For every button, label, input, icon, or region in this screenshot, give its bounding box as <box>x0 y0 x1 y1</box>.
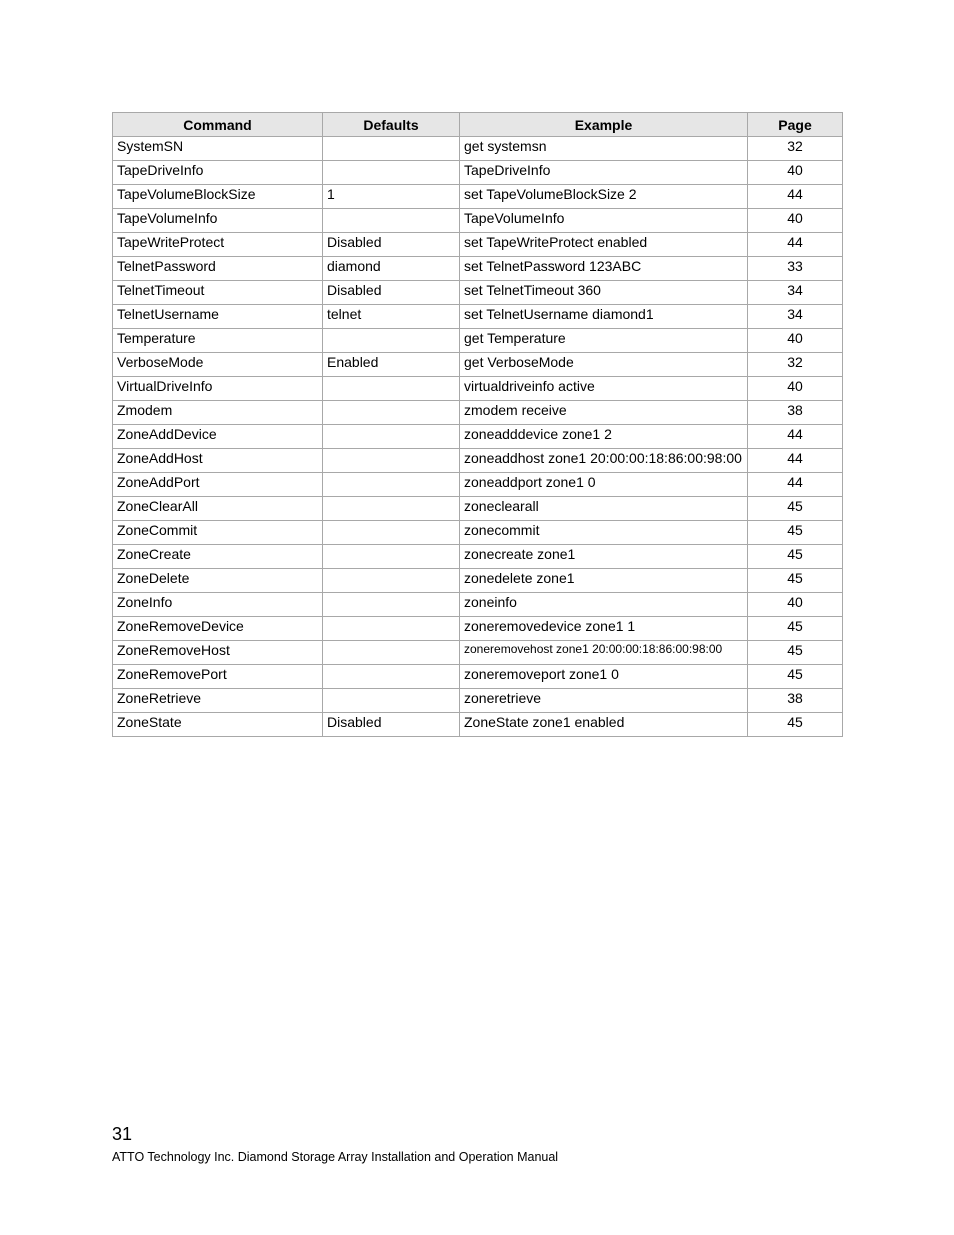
table-row <box>113 569 843 593</box>
table-row <box>113 161 843 185</box>
cell-defaults <box>323 377 460 401</box>
cell-defaults <box>323 137 460 161</box>
cell-command: VirtualDriveInfo <box>113 377 323 401</box>
table-row <box>113 545 843 569</box>
cell-command: ZoneRetrieve <box>113 689 323 713</box>
cell-example: zoneaddhost zone1 20:00:00:18:86:00:98:00 <box>460 449 748 473</box>
cell-command: TelnetTimeout <box>113 281 323 305</box>
cell-example: zonecommit <box>460 521 748 545</box>
cell-example: zmodem receive <box>460 401 748 425</box>
table-row <box>113 473 843 497</box>
table-row <box>113 521 843 545</box>
cell-example: get systemsn <box>460 137 748 161</box>
cell-example: zoneclearall <box>460 497 748 521</box>
cell-defaults <box>323 521 460 545</box>
cell-command: TapeVolumeBlockSize <box>113 185 323 209</box>
table-row <box>113 713 843 737</box>
cell-defaults <box>323 617 460 641</box>
table-row <box>113 353 843 377</box>
cell-example: TapeDriveInfo <box>460 161 748 185</box>
table-header-row <box>113 113 843 137</box>
header-page: Page <box>748 113 843 137</box>
command-table <box>112 112 843 737</box>
cell-page: 45 <box>748 617 843 641</box>
cell-command: TapeVolumeInfo <box>113 209 323 233</box>
cell-page: 33 <box>748 257 843 281</box>
cell-command: ZoneState <box>113 713 323 737</box>
table-row <box>113 641 843 665</box>
cell-command: ZoneAddDevice <box>113 425 323 449</box>
cell-command: ZoneRemovePort <box>113 665 323 689</box>
cell-page: 44 <box>748 449 843 473</box>
cell-command: ZoneInfo <box>113 593 323 617</box>
table-row <box>113 425 843 449</box>
cell-page: 45 <box>748 497 843 521</box>
cell-defaults <box>323 449 460 473</box>
table-row <box>113 305 843 329</box>
cell-command: ZoneAddPort <box>113 473 323 497</box>
table-row <box>113 233 843 257</box>
cell-defaults <box>323 497 460 521</box>
cell-page: 44 <box>748 473 843 497</box>
table-row <box>113 497 843 521</box>
cell-defaults <box>323 641 460 665</box>
cell-command: Zmodem <box>113 401 323 425</box>
cell-defaults <box>323 689 460 713</box>
table-row <box>113 401 843 425</box>
cell-page: 45 <box>748 665 843 689</box>
cell-example: set TelnetUsername diamond1 <box>460 305 748 329</box>
header-command: Command <box>113 113 323 137</box>
cell-defaults <box>323 569 460 593</box>
cell-example: set TapeVolumeBlockSize 2 <box>460 185 748 209</box>
cell-example: TapeVolumeInfo <box>460 209 748 233</box>
cell-example: get VerboseMode <box>460 353 748 377</box>
cell-command: ZoneCommit <box>113 521 323 545</box>
cell-defaults <box>323 665 460 689</box>
cell-example: set TelnetTimeout 360 <box>460 281 748 305</box>
cell-page: 45 <box>748 641 843 665</box>
table-row <box>113 281 843 305</box>
cell-defaults <box>323 473 460 497</box>
cell-defaults: 1 <box>323 185 460 209</box>
cell-command: ZoneClearAll <box>113 497 323 521</box>
cell-example: set TapeWriteProtect enabled <box>460 233 748 257</box>
table-row <box>113 689 843 713</box>
cell-page: 40 <box>748 161 843 185</box>
cell-page: 45 <box>748 713 843 737</box>
table-row <box>113 593 843 617</box>
cell-page: 32 <box>748 137 843 161</box>
table-row <box>113 377 843 401</box>
cell-defaults <box>323 401 460 425</box>
cell-example: zoneremoveport zone1 0 <box>460 665 748 689</box>
cell-example: zoneinfo <box>460 593 748 617</box>
cell-page: 38 <box>748 689 843 713</box>
cell-example: zoneretrieve <box>460 689 748 713</box>
cell-page: 44 <box>748 185 843 209</box>
cell-page: 44 <box>748 425 843 449</box>
table-row <box>113 137 843 161</box>
cell-defaults <box>323 545 460 569</box>
table-row <box>113 449 843 473</box>
cell-command: TapeDriveInfo <box>113 161 323 185</box>
header-defaults: Defaults <box>323 113 460 137</box>
table-row <box>113 209 843 233</box>
cell-example: zoneaddport zone1 0 <box>460 473 748 497</box>
header-example: Example <box>460 113 748 137</box>
cell-command: VerboseMode <box>113 353 323 377</box>
cell-command: Temperature <box>113 329 323 353</box>
cell-example: zoneadddevice zone1 2 <box>460 425 748 449</box>
table-row <box>113 665 843 689</box>
cell-page: 40 <box>748 593 843 617</box>
cell-defaults: Disabled <box>323 713 460 737</box>
cell-example: virtualdriveinfo active <box>460 377 748 401</box>
cell-command: ZoneCreate <box>113 545 323 569</box>
cell-defaults: telnet <box>323 305 460 329</box>
cell-page: 45 <box>748 545 843 569</box>
cell-command: ZoneDelete <box>113 569 323 593</box>
cell-page: 40 <box>748 209 843 233</box>
table-row <box>113 257 843 281</box>
cell-example: get Temperature <box>460 329 748 353</box>
cell-defaults: diamond <box>323 257 460 281</box>
cell-page: 34 <box>748 281 843 305</box>
cell-defaults <box>323 209 460 233</box>
cell-command: TelnetUsername <box>113 305 323 329</box>
cell-page: 32 <box>748 353 843 377</box>
cell-command: ZoneAddHost <box>113 449 323 473</box>
cell-example: zoneremovehost zone1 20:00:00:18:86:00:98:00 <box>460 641 748 665</box>
cell-page: 44 <box>748 233 843 257</box>
cell-command: TelnetPassword <box>113 257 323 281</box>
cell-example: zoneremovedevice zone1 1 <box>460 617 748 641</box>
cell-command: TapeWriteProtect <box>113 233 323 257</box>
cell-defaults: Disabled <box>323 233 460 257</box>
table-row <box>113 185 843 209</box>
cell-page: 34 <box>748 305 843 329</box>
table-row <box>113 329 843 353</box>
cell-command: ZoneRemoveHost <box>113 641 323 665</box>
table-row <box>113 617 843 641</box>
cell-page: 45 <box>748 521 843 545</box>
cell-example: ZoneState zone1 enabled <box>460 713 748 737</box>
cell-defaults: Disabled <box>323 281 460 305</box>
cell-page: 45 <box>748 569 843 593</box>
cell-command: ZoneRemoveDevice <box>113 617 323 641</box>
cell-page: 40 <box>748 377 843 401</box>
cell-example: zonedelete zone1 <box>460 569 748 593</box>
cell-example: set TelnetPassword 123ABC <box>460 257 748 281</box>
cell-defaults <box>323 329 460 353</box>
cell-command: SystemSN <box>113 137 323 161</box>
cell-page: 38 <box>748 401 843 425</box>
cell-defaults: Enabled <box>323 353 460 377</box>
cell-example: zonecreate zone1 <box>460 545 748 569</box>
footer-page-number: 31 <box>112 1124 133 1144</box>
cell-defaults <box>323 161 460 185</box>
cell-defaults <box>323 425 460 449</box>
footer-manual-title: ATTO Technology Inc. Diamond Storage Array Installation and Operation Manual <box>112 1150 559 1164</box>
cell-defaults <box>323 593 460 617</box>
cell-page: 40 <box>748 329 843 353</box>
